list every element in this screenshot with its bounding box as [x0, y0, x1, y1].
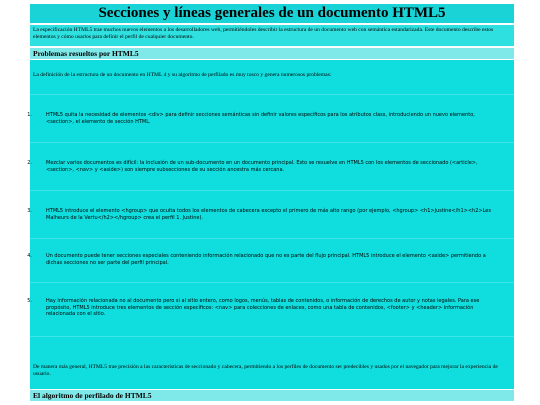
list-item-number: 5. — [27, 298, 32, 304]
section-lead-paragraph: La definición de la estructura de un documento en HTML 4 y su algoritmo de perfilado es muy tosco y genera numerosos problemas: — [33, 72, 332, 78]
list-item-number: 3. — [27, 208, 32, 214]
section-body-problems — [27, 60, 514, 389]
list-item-number: 4. — [27, 253, 32, 259]
list-item-text: Hay información relacionada no al documento pero si al sitio entero, como logos, menús, tablas de contenidos, o información de derechos de autor y notas legales. Para ese propósito, HTML5 introduce tres elementos de sección específicos: <nav> para colecciones de enlaces, como una tabla de contenidos, <footer> y <header> información relacionada con el sitio. — [46, 298, 480, 317]
list-divider — [30, 282, 514, 283]
list-divider — [30, 238, 514, 239]
section-heading-problems: Problemas resueltos por HTML5 — [30, 48, 514, 59]
list-item-number: 1. — [27, 112, 32, 118]
list-divider — [30, 142, 514, 143]
list-divider — [30, 336, 514, 337]
list-item-number: 2. — [27, 160, 32, 166]
section-heading-algorithm: El algoritmo de perfilado de HTML5 — [30, 390, 514, 401]
list-item-text: HTML5 quita la necesidad de elementos <div> para definir secciones semánticas sin definir valores específicos para los atributos class, introduciendo un nuevo elemento, <section>, el elemento de sección HTML. — [46, 112, 475, 125]
intro-paragraph: La especificación HTML5 trae muchos nuevos elementos a los desarrolladores web, permitiéndoles describir la estructura de un documento web con semántica estandarizada. Este documento describe estos elementos y cómo usarlos para definir el perfil de cualquier documento. — [30, 25, 514, 46]
list-divider — [30, 94, 514, 95]
list-item-text: HTML5 introduce el elemento <hgroup> que oculta todos los elementos de cabecera excepto el primero de más alto rango (por ejemplo, <hgroup> <h1>Justine</h1><h2>Les Malheurs de la Vertu</h2></hgroup> crea el perfil 1. Justine). — [46, 208, 491, 221]
page-title: Secciones y líneas generales de un documento HTML5 — [30, 4, 514, 23]
section-closing-paragraph: De manera más general, HTML5 trae precisión a las características de seccionado y cabecera, permitiendo a los perfiles de documento ser predecibles y usados por el navegador para mejorar la experiencia de usuario. — [33, 364, 498, 377]
list-item-text: Mezclar varios documentos es difícil: la inclusión de un sub-documento en un documento principal. Esto se resuelve en HTML5 con los elementos de seccionado (<article>, <section>, <nav> y <aside>) son siempre subsecciones de su sección ancestra más cercana. — [46, 160, 478, 173]
list-item-text: Un documento puede tener secciones especiales conteniendo información relacionado que no es parte del flujo principal. HTML5 introduce el elemento <aside> permitiendo a dichas secciones no ser parte del perfil principal. — [46, 253, 486, 266]
list-divider — [30, 190, 514, 191]
